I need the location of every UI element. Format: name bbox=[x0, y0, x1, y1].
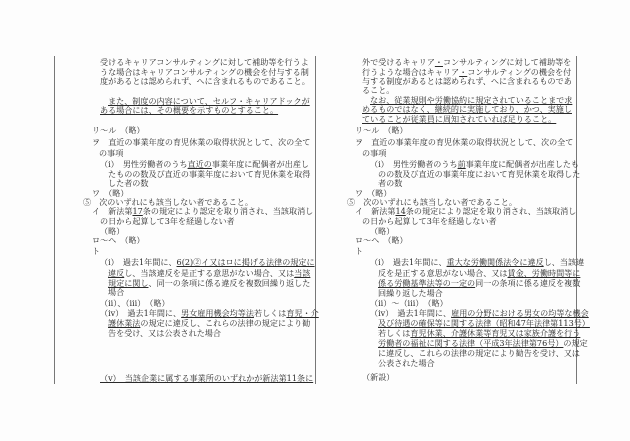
text-segment: ⑤ 次のいずれにも該当しない者であること。 bbox=[83, 197, 253, 207]
text-segment: （ii）、（iii） （略） bbox=[100, 298, 170, 308]
text-segment: （新設） bbox=[362, 372, 395, 382]
underlined-revision: ・ bbox=[434, 57, 443, 67]
text-segment: 行うような場合はキャリア bbox=[362, 67, 460, 77]
underlined-revision: 直近の bbox=[187, 159, 212, 169]
right-text-line bbox=[362, 57, 571, 67]
underlined-revision: 育児・介 bbox=[286, 308, 319, 318]
text-segment: の事項 bbox=[362, 148, 387, 158]
right-text-line bbox=[378, 288, 443, 298]
underlined-revision: 係る労働基準法等の一定の bbox=[378, 278, 476, 288]
text-segment: 若しくは bbox=[253, 308, 287, 318]
text-segment: たものの数及び直近の事業年度において育児休業を取得 bbox=[108, 169, 311, 179]
underlined-revision: 雇用の分野における男女の均等な機会 bbox=[451, 308, 589, 318]
underlined-revision: ていることが従業員に周知されていれば足りること。 bbox=[362, 114, 557, 124]
right-text-line bbox=[378, 178, 402, 188]
right-text-line bbox=[378, 348, 580, 358]
right-text-line bbox=[370, 308, 589, 318]
right-text-line bbox=[362, 114, 556, 124]
underlined-revision: 重大な労働関係法令に違反 bbox=[446, 257, 544, 267]
text-segment: ワ （略） bbox=[355, 188, 392, 198]
text-segment: コンサルティングの機会を付 bbox=[467, 67, 572, 77]
right-text-line bbox=[370, 298, 448, 308]
text-segment: ト bbox=[92, 246, 101, 256]
right-text-line bbox=[362, 372, 394, 382]
text-segment: の規定に違反し、これらの法律の規定により勧 bbox=[140, 318, 311, 328]
text-segment: 公表された場合 bbox=[378, 358, 435, 368]
underlined-revision: 護休業法 bbox=[108, 318, 141, 328]
right-text-line bbox=[355, 246, 363, 256]
right-text-line bbox=[355, 235, 408, 245]
right-text-line bbox=[355, 137, 573, 147]
underlined-revision: 違反 bbox=[108, 268, 125, 278]
underlined-revision: 規定に関し bbox=[108, 278, 149, 288]
text-segment: し、当該違反を是正する意思がない場合、又は bbox=[124, 268, 295, 278]
right-text-line bbox=[362, 104, 572, 114]
text-segment: リ～ル （略） bbox=[355, 125, 408, 135]
text-segment: 事業年度に配偶者が出産し bbox=[211, 159, 310, 169]
text-segment: （iv） 過去1年間に、 bbox=[100, 308, 182, 318]
text-segment: 事業年度に配偶者が出産したも bbox=[465, 159, 580, 169]
text-segment: イ 新法第 bbox=[355, 206, 396, 216]
underlined-revision: 当該 bbox=[294, 268, 311, 278]
text-segment: 与する制度があるとは認められず、へに含まれるものであ bbox=[362, 76, 572, 86]
text-segment: 条の規定により認定を取り消され、当該取消し bbox=[142, 206, 314, 216]
text-segment: （ii）～（iii） （略） bbox=[370, 298, 448, 308]
text-segment: 受けるキャリアコンサルティングに対して補助等を行うよ bbox=[100, 57, 309, 67]
text-segment: （略） bbox=[370, 226, 395, 236]
underlined-revision: 男女雇用機会均等法 bbox=[181, 308, 254, 318]
right-text-line bbox=[378, 328, 580, 338]
underlined-revision: 及び待遇の確保等に関する法律（昭和47年法律第113号） bbox=[378, 318, 590, 328]
text-segment: （iv） 過去1年間に、 bbox=[370, 308, 452, 318]
text-segment: （i） 男性労働者のうち bbox=[100, 159, 188, 169]
text-segment: し、当該違 bbox=[543, 257, 585, 267]
text-segment: 告を受け、又は公表された場合 bbox=[108, 328, 221, 338]
underlined-revision: めるものではなく、継続的に実施しており、かつ、実施し bbox=[362, 104, 572, 114]
underlined-revision: 14 bbox=[395, 206, 406, 216]
text-segment: 度があるとは認められず、へに含まれるものであること。 bbox=[100, 76, 310, 86]
text-segment: のの数及び直近の事業年度において育児休業を取得した bbox=[378, 169, 581, 179]
text-segment: した者の数 bbox=[108, 178, 149, 188]
text-segment: の日から起算して3年を経過しない者 bbox=[100, 216, 235, 226]
underlined-revision: また、制度の内容について、セルフ・キャリアドックが bbox=[108, 96, 310, 106]
text-segment: ヲ 直近の事業年度の育児休業の取得状況として、次の全て bbox=[355, 137, 574, 147]
right-text-line bbox=[362, 216, 497, 226]
text-segment: リ～ル （略） bbox=[92, 125, 145, 135]
text-segment: 回繰り返した場合 bbox=[378, 288, 443, 298]
underlined-revision: 育児休業、介護休業等育児又は家族介護を行う bbox=[410, 328, 581, 338]
underlined-revision: （v） 当該企業に属する事業所のいずれかが新法第11条に bbox=[100, 373, 314, 383]
right-text-line bbox=[355, 125, 408, 135]
right-text-line bbox=[378, 278, 580, 288]
text-segment: ヲ 直近の事業年度の育児休業の取得状況として、次の全て bbox=[92, 137, 311, 147]
text-segment: の事項 bbox=[99, 148, 124, 158]
right-text-line bbox=[362, 85, 394, 95]
text-segment: 反を是正する意思がない場合、又は bbox=[378, 268, 508, 278]
text-segment: うな場合はキャリアコンサルティングの機会を付与する制 bbox=[100, 67, 309, 77]
text-segment: 外で受けるキャリア bbox=[362, 57, 435, 67]
right-text-line bbox=[370, 159, 579, 169]
right-text-line bbox=[362, 148, 386, 158]
right-text-line bbox=[355, 206, 576, 216]
underlined-revision: 労働者の福祉に関する法律（平成3年法律第76号） bbox=[378, 338, 564, 348]
underlined-revision: 17 bbox=[132, 206, 143, 216]
text-segment: （略） bbox=[100, 226, 125, 236]
underlined-revision: ある場合には、その概要を示すものとすること。 bbox=[100, 105, 279, 115]
underlined-revision: ・ bbox=[459, 67, 468, 77]
text-segment: 、同一の条項に係る違反を複数回繰り返した bbox=[148, 278, 311, 288]
right-text-line bbox=[378, 358, 435, 368]
text-segment: 場合 bbox=[108, 287, 125, 297]
text-segment: 同一の条項に係る違反を複数 bbox=[475, 278, 581, 288]
text-segment: ワ （略） bbox=[92, 188, 129, 198]
right-text-line bbox=[378, 318, 590, 328]
text-segment: ロ～ヘ （略） bbox=[92, 235, 145, 245]
right-text-line bbox=[378, 268, 580, 278]
text-segment: ロ～ヘ （略） bbox=[355, 235, 408, 245]
underlined-revision: 賃金、労働時間等に bbox=[507, 268, 581, 278]
text-segment: （i） 過去1年間に、 bbox=[100, 257, 177, 267]
right-text-line bbox=[378, 338, 588, 348]
text-segment: の日から起算して3年を経過しない者 bbox=[362, 216, 497, 226]
right-text-line bbox=[370, 257, 584, 267]
text-segment: の規定 bbox=[563, 338, 588, 348]
text-segment: （i） 男性労働者のうち bbox=[370, 159, 458, 169]
text-segment: ⑤ 次のいずれにも該当しない者であること。 bbox=[347, 197, 517, 207]
text-segment: ト bbox=[355, 246, 364, 256]
text-segment: 者の数 bbox=[378, 178, 403, 188]
text-segment: イ 新法第 bbox=[92, 206, 133, 216]
underlined-revision: 6(2)②イ又はロに掲げる法律の規定に bbox=[176, 257, 315, 267]
text-segment: ること。 bbox=[362, 85, 395, 95]
text-segment: 若しくは bbox=[378, 328, 411, 338]
right-text-line bbox=[378, 169, 580, 179]
underlined-revision: なお、従業規則や労働協約に規定されていることまで求 bbox=[370, 95, 573, 105]
text-segment: コンサルティングに対して補助等を bbox=[442, 57, 572, 67]
text-segment: （i） 過去1年間に、 bbox=[370, 257, 447, 267]
text-segment: 条の規定により認定を取り消され、当該取消し bbox=[405, 206, 577, 216]
text-segment: に違反し、これらの法律の規定により勧告を受け、又は bbox=[378, 348, 581, 358]
underlined-revision: 前 bbox=[457, 159, 466, 169]
